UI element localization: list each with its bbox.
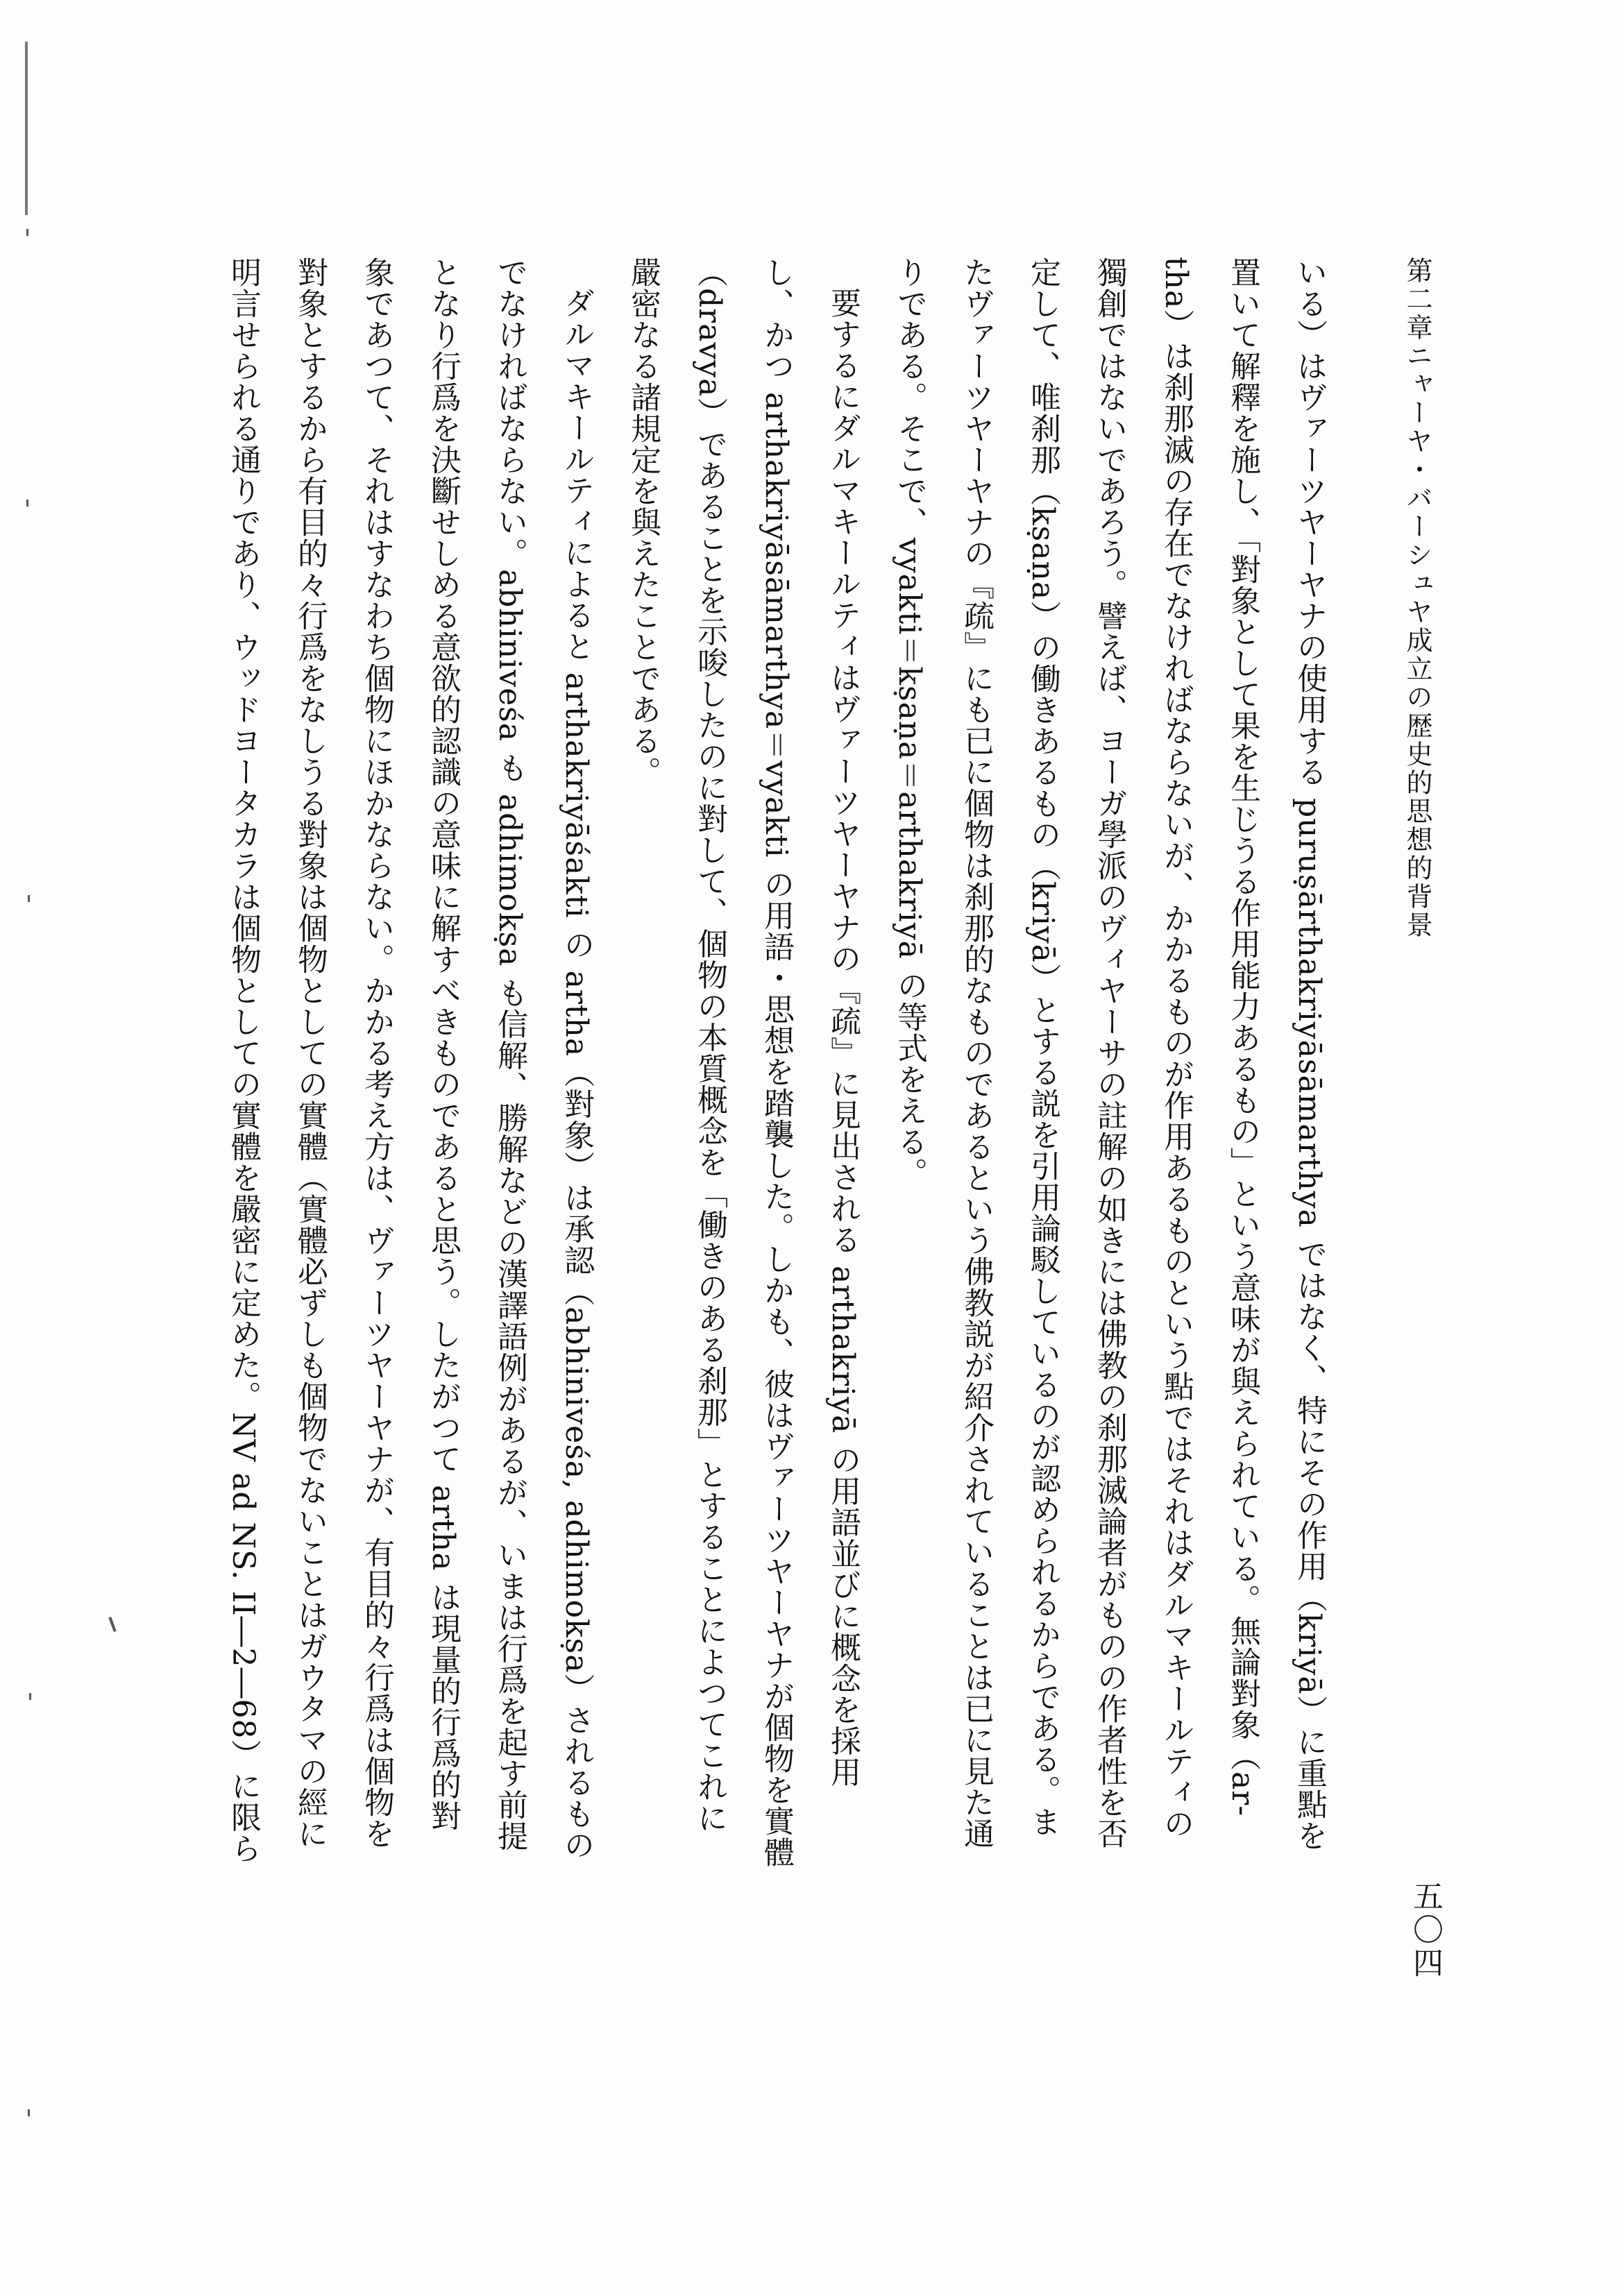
text-line: 置いて解釋を施し、「對象として果を生じうる作用能力あるもの」という意味が與えられている。無論對象（ar- xyxy=(1225,257,1260,1817)
text-line: し、かつ arthakriyāsāmarthya＝vyakti の用語・思想を踏襲した。しかも、彼はヴァーツヤーヤナが個物を實體 xyxy=(759,257,794,1868)
text-line: 定して、唯刹那（kṣaṇa）の働きあるもの（kriyā）とする説を引用論駁しているのが認められるからである。ま xyxy=(1025,257,1060,1837)
text-line: となり行爲を決斷せしめる意欲的認識の意味に解すべきものであると思う。したがつて artha は現量的行爲的對 xyxy=(425,257,461,1832)
text-line: 嚴密なる諸規定を與えたことである。 xyxy=(625,257,661,788)
scan-speck xyxy=(108,1617,116,1632)
running-head xyxy=(1384,257,1450,2005)
text-line-paragraph-start: 要するにダルマキールティはヴァーツヤーヤナの『疏』に見出される arthakriyā の用語並びに概念を採用 xyxy=(825,287,861,1788)
scan-speck xyxy=(26,229,28,236)
chapter-label: 第二章 xyxy=(1402,257,1432,342)
text-line: 明言せられる通りであり、ウッドヨータカラは個物としての實體を嚴密に定めた。NV ad NS. II―2―68）に限ら xyxy=(226,257,261,1864)
text-line: 象であつて、それはすなわち個物にほかならない。かかる考え方は、ヴァーツヤーヤナが、有目的々行爲は個物を xyxy=(359,257,394,1849)
head-spacer xyxy=(1342,257,1384,2005)
text-line: （dravya）であることを示唆したのに對して、個物の本質概念を「働きのある刹那」とすることによつてこれに xyxy=(692,257,727,1834)
chapter-title: ニャーヤ・バーシュヤ成立の歴史的思想的背景 xyxy=(1402,342,1432,939)
scan-speck xyxy=(29,1693,31,1700)
scan-speck xyxy=(28,2109,30,2116)
scan-speck xyxy=(28,895,30,902)
scan-speck xyxy=(26,500,28,507)
scan-edge-mark xyxy=(25,42,28,215)
vertical-text-block xyxy=(210,257,1450,2005)
text-line: tha）は刹那滅の存在でなければならないが、かかるものが作用あるものという點ではそれはダルマキールティの xyxy=(1158,257,1194,1839)
page-number: 五〇四 xyxy=(1407,1880,1443,1980)
text-line: 獨創ではないであろう。譬えば、ヨーガ學派のヴィヤーサの註解の如きには佛教の刹那滅論者がものの作者性を否 xyxy=(1092,257,1127,1849)
text-line-paragraph-start: ダルマキールティによると arthakriyāśakti の artha（對象）は承認（abhiniveśa, adhimokṣa）されるもの xyxy=(559,287,594,1861)
text-line: いる）はヴァーツヤーヤナの使用する puruṣārthakriyāsāmarthya ではなく、特にその作用（kriyā）に重點を xyxy=(1292,257,1327,1851)
text-line: たヴァーツヤーヤナの『疏』にも已に個物は刹那的なものであるという佛教説が紹介されていることは已に見た通 xyxy=(958,257,994,1849)
text-line: 對象とするから有目的々行爲をなしうる對象は個物としての實體（實體必ずしも個物でないことはガウタマの經に xyxy=(292,257,328,1849)
text-line: りである。そこで、vyakti＝kṣaṇa＝arthakriyā の等式をえる。 xyxy=(892,257,927,1189)
text-line: でなければならない。abhiniveśa も adhimokṣa も信解、勝解などの漢譯語例があるが、いまは行爲を起す前提 xyxy=(492,257,527,1852)
